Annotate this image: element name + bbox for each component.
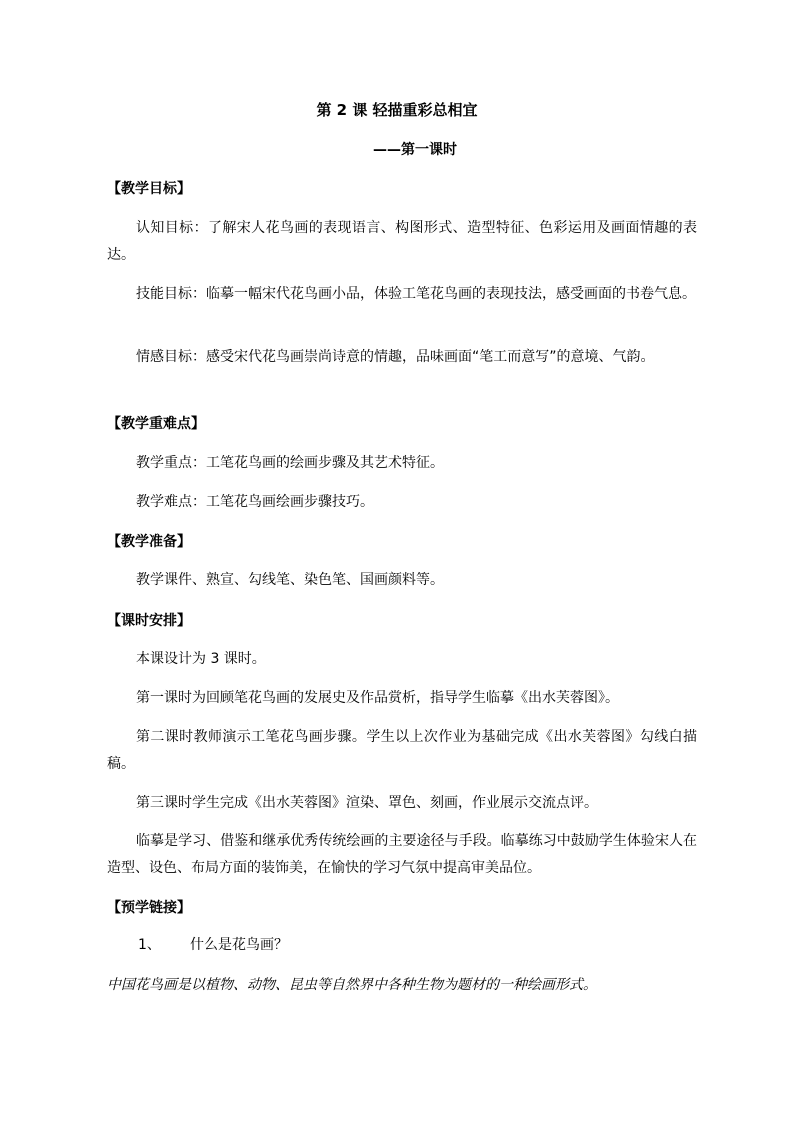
schedule-heading: 【课时安排】 <box>107 613 191 629</box>
preview-answer: 中国花鸟画是以植物、动物、昆虫等自然界中各种生物为题材的一种绘画形式。 <box>107 977 597 993</box>
objective-cognitive: 认知目标：了解宋人花鸟画的表现语言、构图形式、造型特征、色彩运用及画面情趣的表达。 <box>107 220 697 263</box>
list-text: 什么是花鸟画？ <box>190 937 288 953</box>
preparation-heading: 【教学准备】 <box>107 534 191 550</box>
schedule-lesson-3: 第三课时学生完成《出水芙蓉图》渲染、罩色、刻画，作业展示交流点评。 <box>136 795 598 811</box>
schedule-lesson-2: 第二课时教师演示工笔花鸟画步骤。学生以上次作业为基础完成《出水芙蓉图》勾线白描稿。 <box>107 729 697 772</box>
schedule-overview: 本课设计为 3 课时。 <box>136 651 266 667</box>
schedule-lesson-1: 第一课时为回顾笔花鸟画的发展史及作品赏析，指导学生临摹《出水芙蓉图》。 <box>136 690 619 706</box>
schedule-copying-note: 临摹是学习、借鉴和继承优秀传统绘画的主要途径与手段。临摹练习中鼓励学生体验宋人在造型、设色、布局方面的装饰美，在愉快的学习气氛中提高审美品位。 <box>107 833 697 876</box>
preview-question <box>138 934 288 956</box>
preparation-materials: 教学课件、熟宣、勾线笔、染色笔、国画颜料等。 <box>136 572 444 588</box>
key-points-heading: 【教学重难点】 <box>107 416 205 432</box>
preview-heading: 【预学链接】 <box>107 900 191 916</box>
lesson-subtitle: ——第一课时 <box>373 142 457 158</box>
difficult-point: 教学难点：工笔花鸟画绘画步骤技巧。 <box>136 494 374 510</box>
list-number: 1、 <box>138 937 161 953</box>
objective-emotion: 情感目标：感受宋代花鸟画崇尚诗意的情趣，品味画面“笔工而意写”的意境、气韵。 <box>136 349 655 365</box>
key-point: 教学重点：工笔花鸟画的绘画步骤及其艺术特征。 <box>136 455 444 471</box>
objective-skill: 技能目标：临摹一幅宋代花鸟画小品，体验工笔花鸟画的表现技法，感受画面的书卷气息。 <box>136 286 696 302</box>
objectives-heading: 【教学目标】 <box>107 181 191 197</box>
lesson-title: 第 2 课 轻描重彩总相宜 <box>316 101 478 119</box>
